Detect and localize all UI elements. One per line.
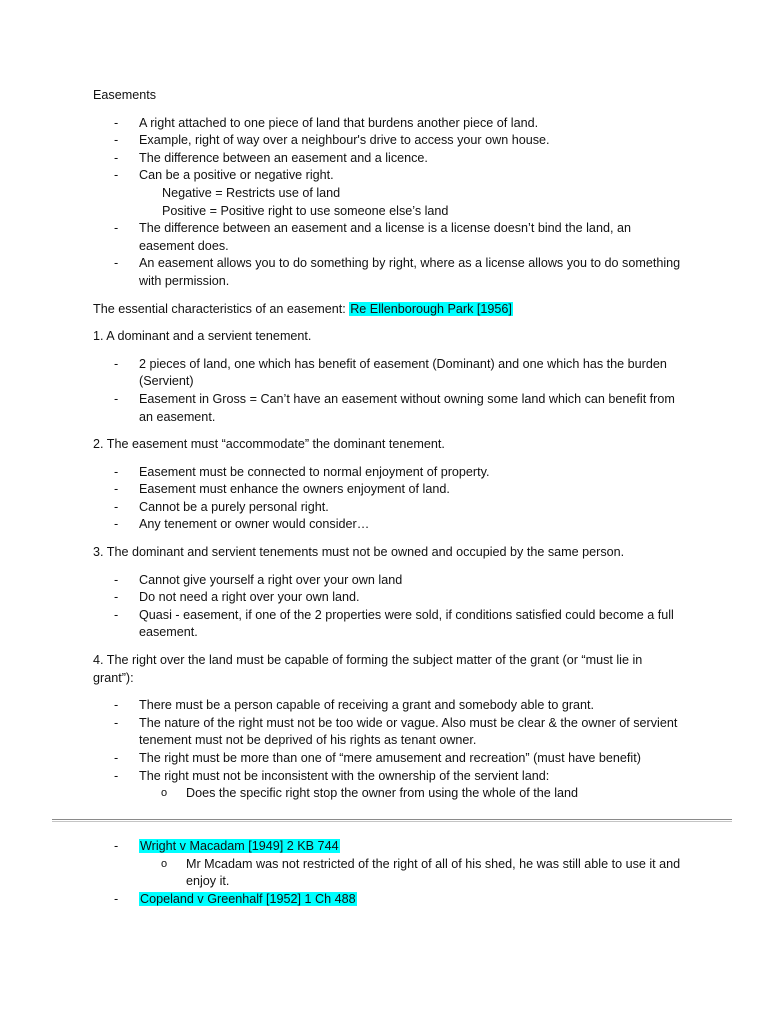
list-item: - Easement must enhance the owners enjoyment of land. <box>93 481 683 499</box>
dash-bullet: - <box>114 891 119 906</box>
case-highlight-copeland: Copeland v Greenhalf [1952] 1 Ch 488 <box>140 891 356 906</box>
list-item: - The nature of the right must not be too wide or vague. Also must be clear & the owner of servient tenement must not be deprived of his rights as tenant owner. <box>114 715 678 748</box>
dash-bullet: - <box>114 751 119 765</box>
list-item: - Example, right of way over a neighbour's drive to access your own house. <box>93 132 683 150</box>
sub-list-item: o Mr Mcadam was not restricted of the right of all of his shed, he was still able to use it and enjoy it. <box>161 856 681 889</box>
list-item: - There must be a person capable of receiving a grant and somebody able to grant. <box>93 697 683 715</box>
dash-bullet: - <box>114 150 119 165</box>
dash-bullet: - <box>114 391 119 406</box>
negative-right-line: Negative = Restricts use of land <box>162 185 341 200</box>
list-item: - Can be a positive or negative right. Negative = Restricts use of land Positive = Positive right to use someone else’s land <box>93 167 683 220</box>
case-highlight-ellenborough: Re Ellenborough Park [1956] <box>350 301 512 316</box>
dash-bullet: - <box>114 133 119 148</box>
section-heading-4: 4. The right over the land must be capable of forming the subject matter of the grant (or “must lie in grant”): <box>93 653 643 685</box>
list-item: - The difference between an easement and a license is a license doesn’t bind the land, an easement does. <box>114 221 631 253</box>
dash-bullet: - <box>114 499 119 514</box>
dash-bullet: - <box>114 698 119 713</box>
section-heading-1: 1. A dominant and a servient tenement. <box>93 329 312 344</box>
dash-bullet: - <box>114 768 119 783</box>
cases-section <box>93 838 683 918</box>
list-item: - Quasi - easement, if one of the 2 properties were sold, if conditions satisfied could become a full easement. <box>114 607 674 640</box>
list-item: - Cannot be a purely personal right. <box>93 499 683 517</box>
section-4-list <box>93 697 683 803</box>
list-item: - Do not need a right over your own land. <box>93 589 683 607</box>
dash-bullet: - <box>114 356 119 371</box>
list-item: - The difference between an easement and a licence. <box>93 150 683 168</box>
list-item <box>93 891 683 909</box>
dash-bullet: - <box>114 517 119 532</box>
document-page <box>93 87 683 813</box>
section-1-list <box>93 356 683 426</box>
list-item: - Any tenement or owner would consider… <box>93 516 683 534</box>
page-divider <box>52 819 732 822</box>
doc-title: Easements <box>93 88 156 102</box>
list-item: - Easement in Gross = Can’t have an easement without owning some land which can benefit from an easement. <box>114 391 675 424</box>
cases-list <box>93 838 683 908</box>
case-highlight-wright: Wright v Macadam [1949] 2 KB 744 <box>140 839 339 853</box>
dash-bullet: - <box>114 590 119 605</box>
list-item: - A right attached to one piece of land that burdens another piece of land. <box>93 115 683 133</box>
section-heading-2: 2. The easement must “accommodate” the dominant tenement. <box>93 437 445 452</box>
case-note-list <box>139 856 683 891</box>
list-item: - 2 pieces of land, one which has benefit of easement (Dominant) and one which has the burden (Servient) <box>114 356 667 389</box>
dash-bullet: - <box>114 572 119 587</box>
list-item: - The right must not be inconsistent with the ownership of the servient land: o Does the specific right stop the owner from using the whole of the land <box>93 768 683 803</box>
section-2-list <box>93 464 683 534</box>
circle-bullet: o <box>161 787 168 800</box>
dash-bullet: - <box>114 607 119 622</box>
dash-bullet: - <box>114 221 119 236</box>
dash-bullet: - <box>114 115 119 130</box>
section-3-list <box>93 572 683 642</box>
dash-bullet: - <box>114 168 119 183</box>
list-item: - Easement must be connected to normal enjoyment of property. <box>93 464 683 482</box>
dash-bullet: - <box>114 256 119 271</box>
circle-bullet: o <box>161 857 168 870</box>
section-heading-3: 3. The dominant and servient tenements must not be owned and occupied by the same person. <box>93 545 625 560</box>
dash-bullet: - <box>114 482 119 497</box>
dash-bullet: - <box>114 715 119 730</box>
list-item: - An easement allows you to do something by right, where as a license allows you to do something with permission. <box>114 256 681 288</box>
list-item: - Cannot give yourself a right over your own land <box>93 572 683 590</box>
divider-line-shadow <box>52 821 732 822</box>
dash-bullet: - <box>114 839 119 853</box>
dash-bullet: - <box>114 464 119 479</box>
divider-line <box>52 819 732 820</box>
section-4-sublist <box>139 785 683 803</box>
sub-list-item: o Does the specific right stop the owner from using the whole of the land <box>139 785 683 803</box>
list-item: - The right must be more than one of “mere amusement and recreation” (must have benefit) <box>93 750 683 768</box>
intro-list <box>93 115 683 291</box>
positive-right-line: Positive = Positive right to use someone else’s land <box>162 203 449 218</box>
characteristics-line: The essential characteristics of an easement: Re Ellenborough Park [1956] <box>93 301 512 316</box>
list-item <box>93 838 683 891</box>
